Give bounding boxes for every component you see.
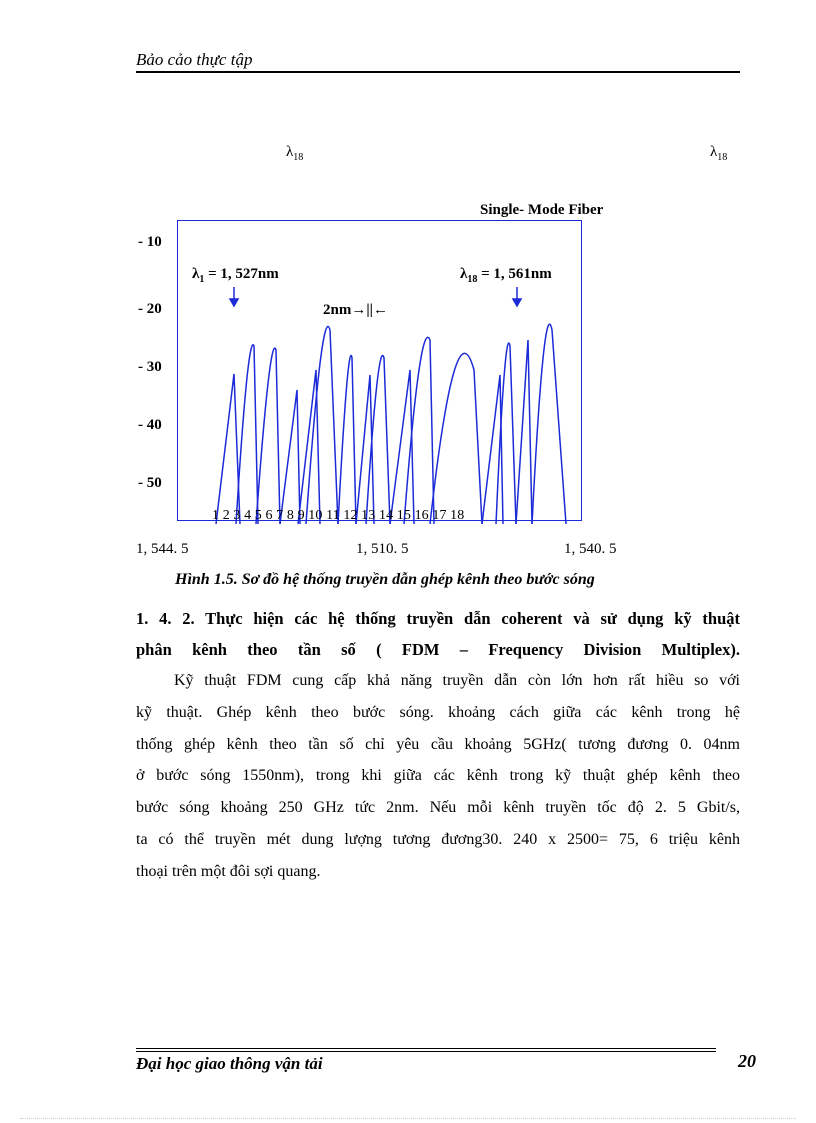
channel-spacing-label: 2nm→||←	[323, 302, 388, 318]
figure-caption: Hình 1.5. Sơ đồ hệ thống truyền dẫn ghép kênh theo bước sóng	[175, 571, 595, 588]
section-heading	[136, 603, 740, 665]
body-line-6: ta có thể truyền mét dung lượng tương đương30. 240 x 2500= 75, 6 triệu kênh	[136, 830, 740, 848]
channel-curve-15	[516, 340, 532, 524]
channel-number-row: 1 2 3 4 5 6 7 8 9 10 11 12 13 14 15 16 17 18	[212, 508, 465, 523]
x-tick-middle: 1, 510. 5	[356, 541, 409, 557]
y-tick-40: - 40	[138, 417, 162, 433]
y-tick-10: - 10	[138, 234, 162, 250]
footer-rule-bottom	[136, 1051, 716, 1052]
channel-curve-3	[256, 348, 280, 524]
x-tick-left: 1, 544. 5	[136, 541, 189, 557]
y-tick-20: - 20	[138, 301, 162, 317]
arrow-right-head	[513, 299, 521, 306]
page-header-title: Bảo cảo thực tập	[136, 50, 253, 69]
annotation-lambda-1: $\lambda_1 = 1$, 527nm	[192, 266, 279, 285]
section-heading-line-1: 1. 4. 2. Thực hiện các hệ thống truyền dẫn coherent và sử dụng kỹ thuật	[136, 609, 740, 628]
x-tick-right: 1, 540. 5	[564, 541, 617, 557]
body-line-1: Kỹ thuật FDM cung cấp khả năng truyền dẫn còn lớn hơn rất hiều so với	[174, 672, 740, 689]
section-heading-line-2: phân kênh theo tần số ( FDM – Frequency Division Multiplex).	[136, 640, 740, 659]
plot-title: Single- Mode Fiber	[480, 202, 604, 218]
spectrum-curves	[0, 0, 816, 560]
channel-curve-16	[532, 324, 566, 524]
y-tick-50: - 50	[138, 475, 162, 491]
lambda-top-left: $\lambda_{18}$	[286, 144, 304, 163]
body-line-4: ở bước sóng 1550nm), trong khi giữa các kênh trong kỹ thuật ghép kênh theo	[136, 767, 740, 785]
channel-curve-11	[404, 337, 434, 524]
lambda-top-right: $\lambda_{18}$	[710, 144, 728, 163]
y-tick-30: - 30	[138, 359, 162, 375]
arrow-left-head	[230, 299, 238, 306]
footer-university: Đại học giao thông vận tải	[136, 1054, 323, 1073]
channel-curve-7	[338, 356, 356, 524]
body-line-5: bước sóng khoảng 250 GHz tức 2nm. Nếu mỗi kênh truyền tốc độ 2. 5 Gbit/s,	[136, 799, 740, 817]
body-line-7: thoại trên một đôi sợi quang.	[136, 862, 321, 880]
page-number: 20	[738, 1051, 756, 1071]
body-line-3: thống ghép kênh theo tần số chỉ yêu cầu khoảng 5GHz( tương đương 0. 04nm	[136, 735, 740, 753]
annotation-lambda-18: $\lambda_{18} = 1$, 561nm	[460, 266, 552, 285]
channel-curve-4	[280, 390, 300, 524]
body-line-2: kỹ thuật. Ghép kênh theo bước sóng. khoảng cách giữa các kênh trong hệ	[136, 703, 740, 721]
channel-curve-14	[496, 343, 516, 524]
channel-curve-1	[216, 374, 240, 524]
channel-curve-6	[306, 326, 338, 524]
footer-rule-top	[136, 1048, 716, 1049]
page-bottom-dotted-rule	[20, 1118, 796, 1119]
body-paragraph	[136, 665, 740, 888]
channel-curve-12	[430, 353, 482, 524]
